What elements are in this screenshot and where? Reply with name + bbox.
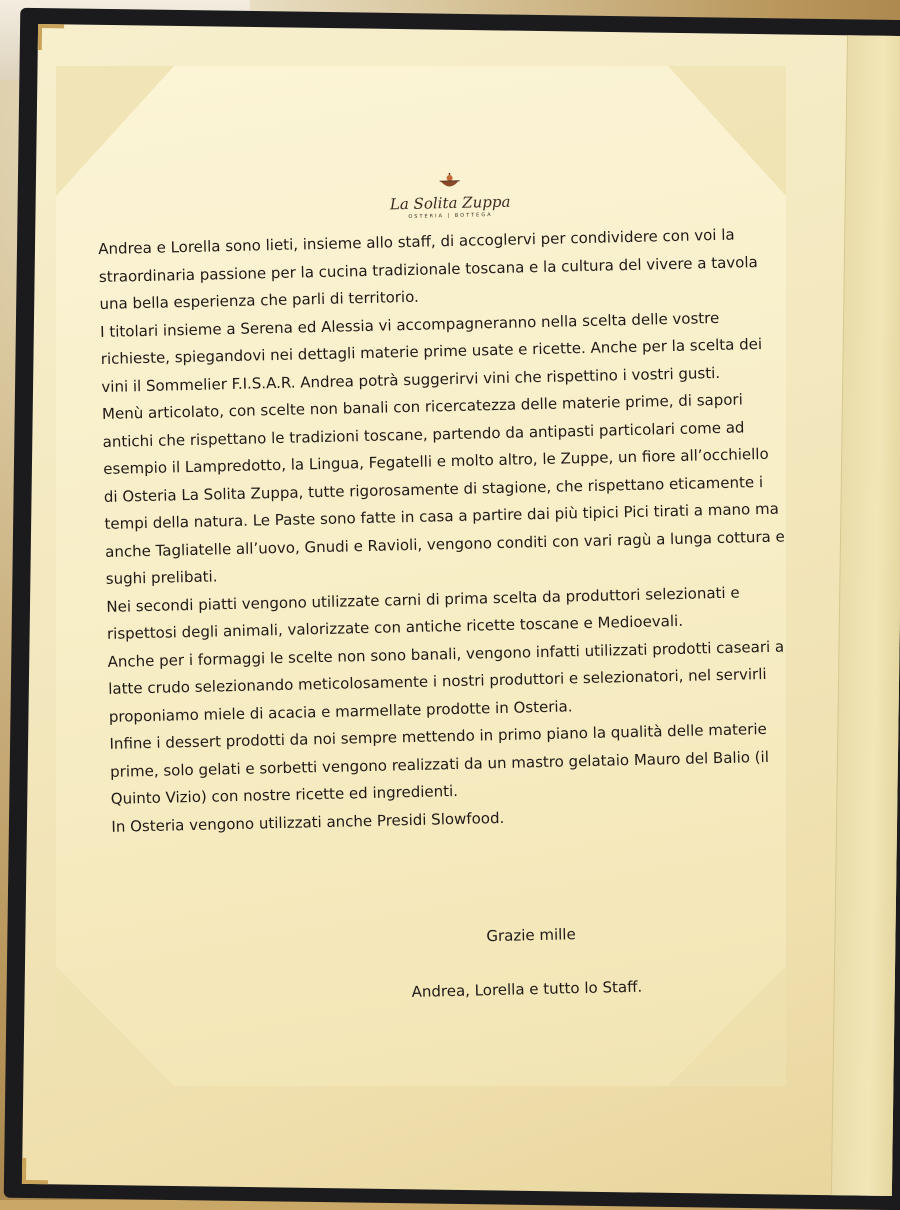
letter-paragraph: Menù articolato, con scelte non banali con ricercatezza delle materie prime, di sapori antichi che rispettano le tradizioni toscane, partendo da antipasti particolari come ad esempio il Lampredotto, la Lingua, Fegatelli e molto altro, le Zuppe, un fiore all’occhiello di Osteria La Solita Zuppa, tutte rigorosamente di stagione, che rispettano eticamente i tempi della natura. Le Paste sono fatte in casa a partire dai più tipici Pici tirati a mano ma anche Tagliatelle all’uovo, Gnudi e Ravioli, vengono conditi con vari ragù a lunga cottura e sughi prelibati.	[102, 386, 786, 594]
letter-paragraph: Anche per i formaggi le scelte non sono banali, vengono infatti utilizzati prodotti caseari a latte crudo selezionando meticolosamente i nostri produttori e selezionatori, nel servirli proponiamo miele di acacia e marmellate prodotte in Osteria.	[107, 633, 789, 731]
signature-text: Andrea, Lorella e tutto lo Staff.	[411, 978, 642, 1001]
letter-paragraph: Andrea e Lorella sono lieti, insieme allo staff, di accoglervi per condividere con voi la straordinaria passione per la cucina tradizionale toscana e la cultura del vivere a tavola una bella esperienza che parli di territorio.	[98, 221, 780, 319]
thanks-text: Grazie mille	[486, 925, 576, 945]
letter-paragraph: In Osteria vengono utilizzati anche Presidi Slowfood.	[111, 798, 791, 841]
soup-bowl-icon	[438, 172, 460, 192]
letter-paragraph: I titolari insieme a Serena ed Alessia vi accompagneranno nella scelta delle vostre richieste, spiegandovi nei dettagli materie prime usate e ricette. Anche per la scelta dei vini il Sommelier F.I.S.A.R. Andrea potrà suggerirvi vini che rispettino i vostri gusti.	[100, 303, 782, 401]
welcome-letter	[98, 221, 792, 841]
logo-name: La Solita Zuppa	[0, 184, 900, 222]
gold-corner-top-left	[38, 24, 64, 50]
logo-subtitle: OSTERIA | BOTTEGA	[1, 203, 900, 229]
gold-corner-bottom-left	[22, 1158, 48, 1184]
letter-paragraph: Infine i dessert prodotti da noi sempre mettendo in primo piano la qualità delle materie prime, solo gelati e sorbetti vengono realizzati da un mastro gelataio Mauro del Balio (il Quinto Vizio) con nostre ricette ed ingredienti.	[109, 715, 791, 813]
letter-paragraph: Nei secondi piatti vengono utilizzate carni di prima scelta da produttori selezionati e rispettosi degli animali, valorizzate con antiche ricette toscane e Medioevali.	[106, 578, 787, 648]
